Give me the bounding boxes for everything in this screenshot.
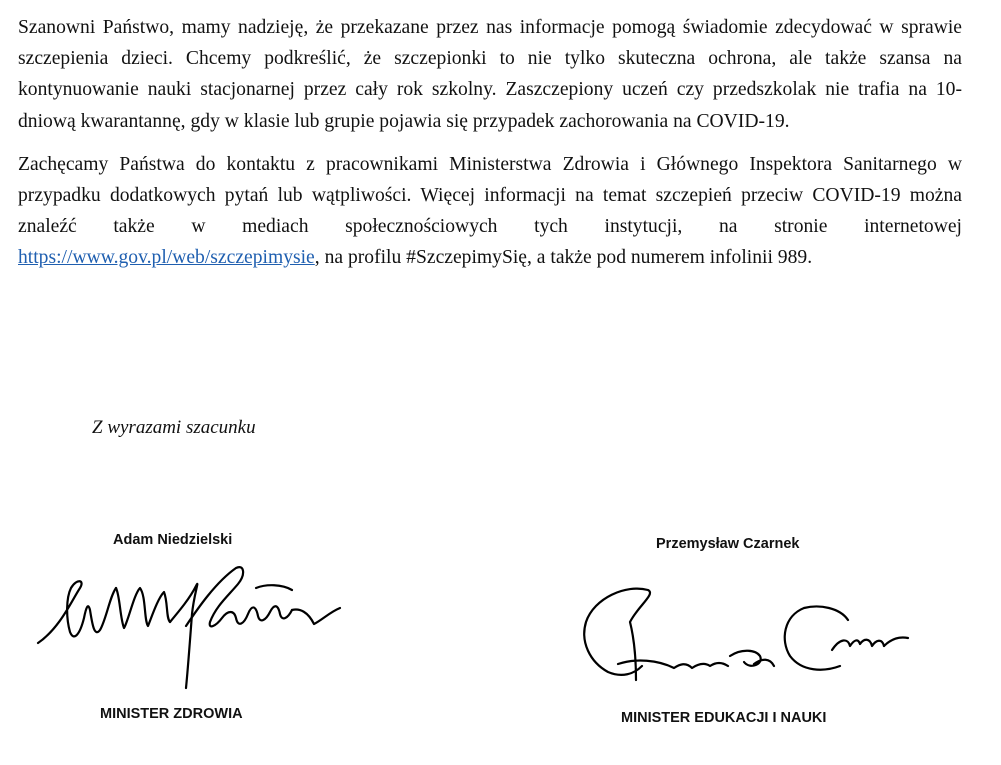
letter-body: [18, 12, 962, 274]
signatory-title-left: MINISTER ZDROWIA: [100, 706, 243, 722]
signatory-title-right: MINISTER EDUKACJI I NAUKI: [621, 710, 827, 726]
paragraph-contact-text-end: , na profilu #SzczepimySię, a także pod numerem infolinii 989.: [314, 247, 813, 269]
signatory-name-right: Przemysław Czarnek: [656, 536, 800, 552]
closing-phrase: Z wyrazami szacunku: [92, 417, 256, 438]
paragraph-contact-text: Zachęcamy Państwa do kontaktu z pracownikami Ministerstwa Zdrowia i Głównego Inspektora Sanitarnego w przypadku dodatkowych pytań lub wątpliwości. Więcej informacji na temat szczepień przeciw COVID-19 można znaleźć także w mediach społecznościowych tych instytucji, na stronie internetowej: [18, 153, 962, 238]
signature-right-image: [578, 580, 918, 690]
signature-left-image: [30, 560, 350, 695]
signatory-name-left: Adam Niedzielski: [113, 532, 233, 548]
paragraph-intro: Szanowni Państwo, mamy nadzieję, że przekazane przez nas informacje pomogą świadomie zdecydować w sprawie szczepienia dzieci. Chcemy podkreślić, że szczepionki to nie tylko skuteczna ochrona, ale także szansa na kontynuowanie nauki stacjonarnej przez cały rok szkolny. Zaszczepiony uczeń czy przedszkolak nie trafia na 10-dniową kwarantannę, gdy w klasie lub grupie pojawia się przypadek zachorowania na COVID-19.: [18, 17, 962, 132]
paragraph-contact: [18, 149, 962, 274]
gov-link[interactable]: https://www.gov.pl/web/szczepimysie: [18, 247, 315, 269]
